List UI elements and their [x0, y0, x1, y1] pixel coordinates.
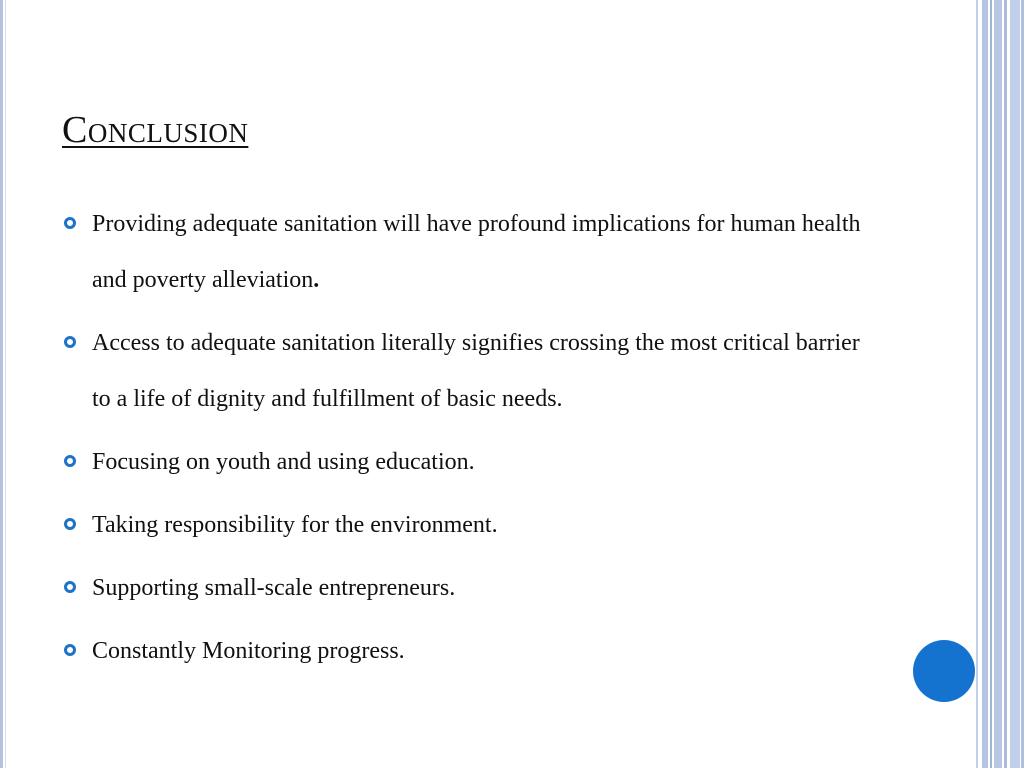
bullet-list	[62, 196, 882, 686]
bullet-item	[62, 497, 882, 553]
right-stripe	[994, 0, 1002, 768]
bullet-item	[62, 560, 882, 616]
bullet-text: Providing adequate sanitation will have profound implications for human health and poverty alleviation	[92, 211, 861, 293]
bullet-item	[62, 623, 882, 679]
bullet-text: Taking responsibility for the environment.	[92, 512, 498, 538]
bullet-ring-icon	[64, 518, 76, 530]
bullet-ring-icon	[64, 217, 76, 229]
bullet-ring-icon	[64, 644, 76, 656]
bullet-text-suffix: .	[313, 267, 320, 293]
left-border-stripe	[0, 0, 3, 768]
bullet-ring-icon	[64, 336, 76, 348]
bullet-text: Constantly Monitoring progress.	[92, 638, 405, 664]
bullet-item	[62, 315, 882, 427]
bullet-text: Access to adequate sanitation literally signifies crossing the most critical barrier to a life of dignity and fulfillment of basic needs.	[92, 330, 860, 412]
decorative-circle	[913, 640, 975, 702]
bullet-item	[62, 434, 882, 490]
right-decorative-stripes	[976, 0, 1024, 768]
bullet-ring-icon	[64, 581, 76, 593]
right-stripe	[990, 0, 992, 768]
slide-title: Conclusion	[62, 109, 249, 151]
right-stripe	[982, 0, 988, 768]
right-stripe	[1004, 0, 1007, 768]
bullet-item	[62, 196, 882, 308]
left-border-stripe-thin	[5, 0, 6, 768]
right-stripe	[976, 0, 978, 768]
bullet-text: Focusing on youth and using education.	[92, 449, 475, 475]
right-stripe	[1010, 0, 1020, 768]
bullet-ring-icon	[64, 455, 76, 467]
bullet-text: Supporting small-scale entrepreneurs.	[92, 575, 456, 601]
